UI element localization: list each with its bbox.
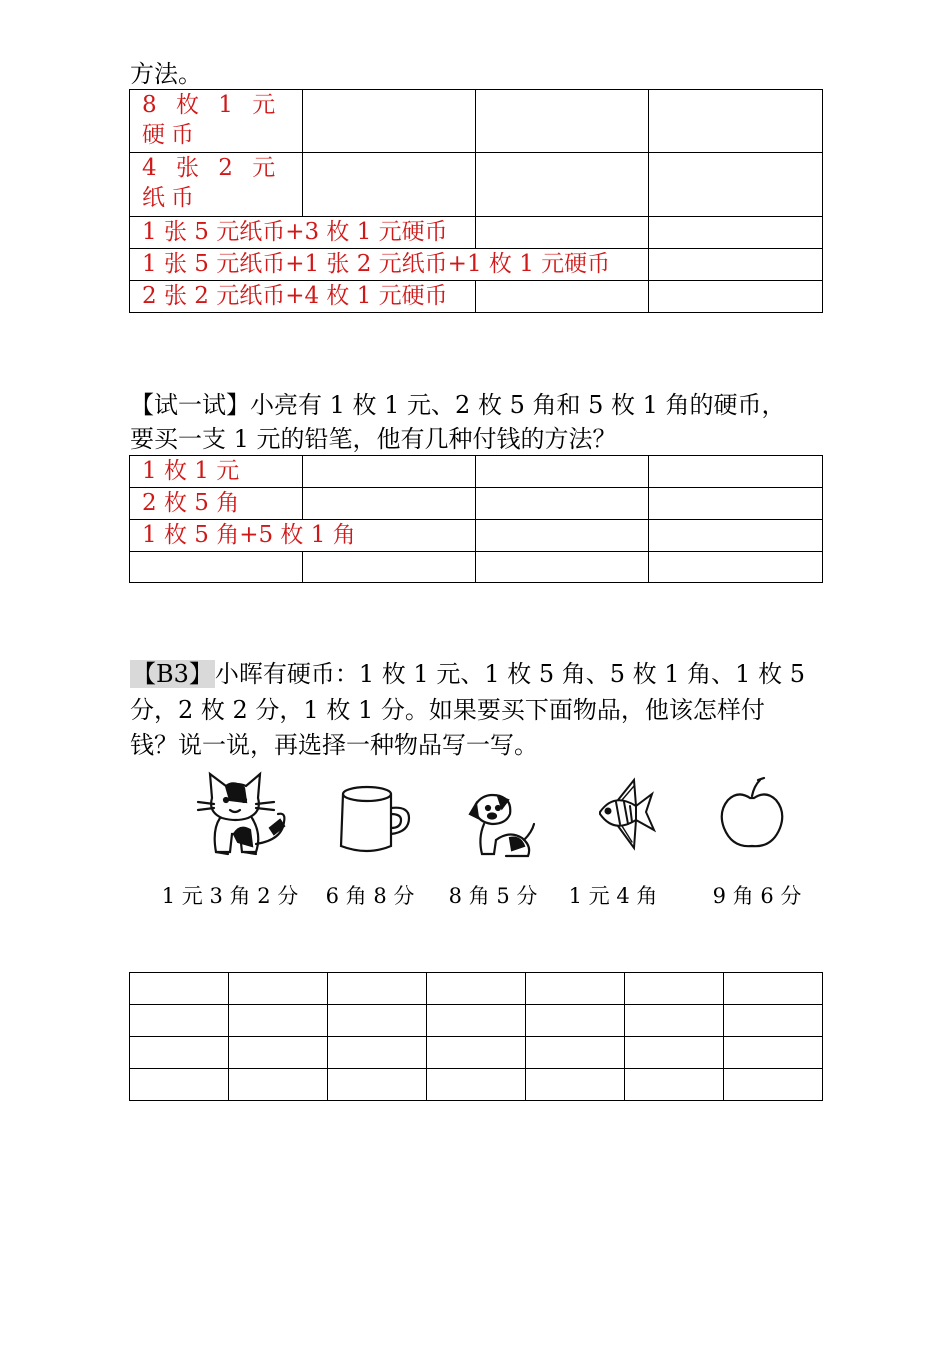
- table-cell[interactable]: [526, 1069, 625, 1101]
- table-cell[interactable]: [303, 90, 476, 153]
- table-cell[interactable]: [229, 1037, 328, 1069]
- answer-grid: [129, 972, 823, 1101]
- table-cell[interactable]: [649, 281, 823, 313]
- table-row: [130, 456, 823, 488]
- table-cell[interactable]: [130, 1069, 229, 1101]
- cat-icon: [190, 768, 294, 860]
- price-label: 1 元 3 角 2 分: [161, 884, 299, 908]
- table-row: [130, 1037, 823, 1069]
- table-cell: 8 枚 1 元硬币: [130, 90, 303, 153]
- table-cell: 1 枚 1 元: [130, 456, 303, 488]
- table-cell[interactable]: [724, 973, 823, 1005]
- dog-icon: [466, 790, 538, 860]
- table-cell[interactable]: [328, 973, 427, 1005]
- table-cell[interactable]: [724, 1005, 823, 1037]
- table-cell[interactable]: [476, 488, 649, 520]
- payment-table-1: [129, 89, 823, 313]
- table-cell: 2 张 2 元纸币+4 枚 1 元硬币: [130, 281, 476, 313]
- table-cell[interactable]: [476, 90, 649, 153]
- fish-icon: [596, 776, 660, 852]
- table-row: [130, 1069, 823, 1101]
- table-cell: 4 张 2 元纸币: [130, 153, 303, 217]
- table-cell[interactable]: [476, 520, 649, 552]
- table-cell[interactable]: [649, 153, 823, 217]
- table-cell[interactable]: [724, 1069, 823, 1101]
- table-cell[interactable]: [427, 1037, 526, 1069]
- table-cell[interactable]: [303, 153, 476, 217]
- table-cell[interactable]: [476, 456, 649, 488]
- table-row: [130, 153, 823, 217]
- table-cell[interactable]: [229, 1069, 328, 1101]
- table-cell[interactable]: [476, 153, 649, 217]
- table-cell: 1 张 5 元纸币+3 枚 1 元硬币: [130, 217, 476, 249]
- table-cell[interactable]: [303, 552, 476, 583]
- table-row: [130, 281, 823, 313]
- mug-icon: [335, 782, 415, 858]
- b3-line-1: [130, 657, 805, 691]
- table-row: [130, 217, 823, 249]
- table-cell[interactable]: [130, 1005, 229, 1037]
- table-cell[interactable]: [625, 1005, 724, 1037]
- table-row: [130, 520, 823, 552]
- table-cell[interactable]: [724, 1037, 823, 1069]
- b3-line-1-text: 小晖有硬币：1 枚 1 元、1 枚 5 角、5 枚 1 角、1 枚 5: [214, 660, 805, 688]
- b3-line-2: 分，2 枚 2 分，1 枚 1 分。如果要买下面物品，他该怎样付: [130, 696, 765, 724]
- table-row: [130, 90, 823, 153]
- table-row: [130, 249, 823, 281]
- table-cell[interactable]: [625, 1069, 724, 1101]
- table-cell[interactable]: [427, 1069, 526, 1101]
- price-label: 9 角 6 分: [712, 884, 802, 908]
- heading-fragment: 方法。: [130, 60, 202, 88]
- price-label: 8 角 5 分: [448, 884, 538, 908]
- table-cell[interactable]: [649, 90, 823, 153]
- table-cell[interactable]: [303, 488, 476, 520]
- table-row: [130, 973, 823, 1005]
- price-label: 1 元 4 角: [568, 884, 658, 908]
- table-cell[interactable]: [476, 552, 649, 583]
- table-cell[interactable]: [649, 552, 823, 583]
- table-cell[interactable]: [625, 973, 724, 1005]
- b3-badge: 【B3】: [132, 660, 213, 688]
- table-cell[interactable]: [229, 1005, 328, 1037]
- table-cell[interactable]: [649, 520, 823, 552]
- table-cell[interactable]: [328, 1069, 427, 1101]
- table-cell: 1 枚 5 角+5 枚 1 角: [130, 520, 476, 552]
- table-cell[interactable]: [476, 281, 649, 313]
- table-cell[interactable]: [130, 973, 229, 1005]
- table-cell[interactable]: [328, 1037, 427, 1069]
- table-row: [130, 1005, 823, 1037]
- table-cell[interactable]: [649, 249, 823, 281]
- table-cell[interactable]: [625, 1037, 724, 1069]
- table-cell[interactable]: [229, 973, 328, 1005]
- price-label: 6 角 8 分: [325, 884, 415, 908]
- table-cell[interactable]: [130, 1037, 229, 1069]
- table-cell[interactable]: [526, 973, 625, 1005]
- table-cell: 2 枚 5 角: [130, 488, 303, 520]
- table-row: [130, 488, 823, 520]
- table-cell[interactable]: [526, 1037, 625, 1069]
- table-cell[interactable]: [649, 488, 823, 520]
- table-cell[interactable]: [649, 217, 823, 249]
- table-cell[interactable]: [476, 217, 649, 249]
- table-cell: 1 张 5 元纸币+1 张 2 元纸币+1 枚 1 元硬币: [130, 249, 649, 281]
- try-line-2: 要买一支 1 元的铅笔，他有几种付钱的方法？: [130, 425, 617, 453]
- payment-table-2: [129, 455, 823, 583]
- apple-icon: [718, 776, 786, 852]
- table-cell[interactable]: [130, 552, 303, 583]
- try-line-1: 【试一试】小亮有 1 枚 1 元、2 枚 5 角和 5 枚 1 角的硬币，: [130, 391, 786, 419]
- table-cell[interactable]: [526, 1005, 625, 1037]
- table-cell[interactable]: [427, 1005, 526, 1037]
- table-cell[interactable]: [427, 973, 526, 1005]
- b3-line-3: 钱？说一说，再选择一种物品写一写。: [130, 731, 538, 759]
- table-cell[interactable]: [328, 1005, 427, 1037]
- table-row: [130, 552, 823, 583]
- table-cell[interactable]: [649, 456, 823, 488]
- table-cell[interactable]: [303, 456, 476, 488]
